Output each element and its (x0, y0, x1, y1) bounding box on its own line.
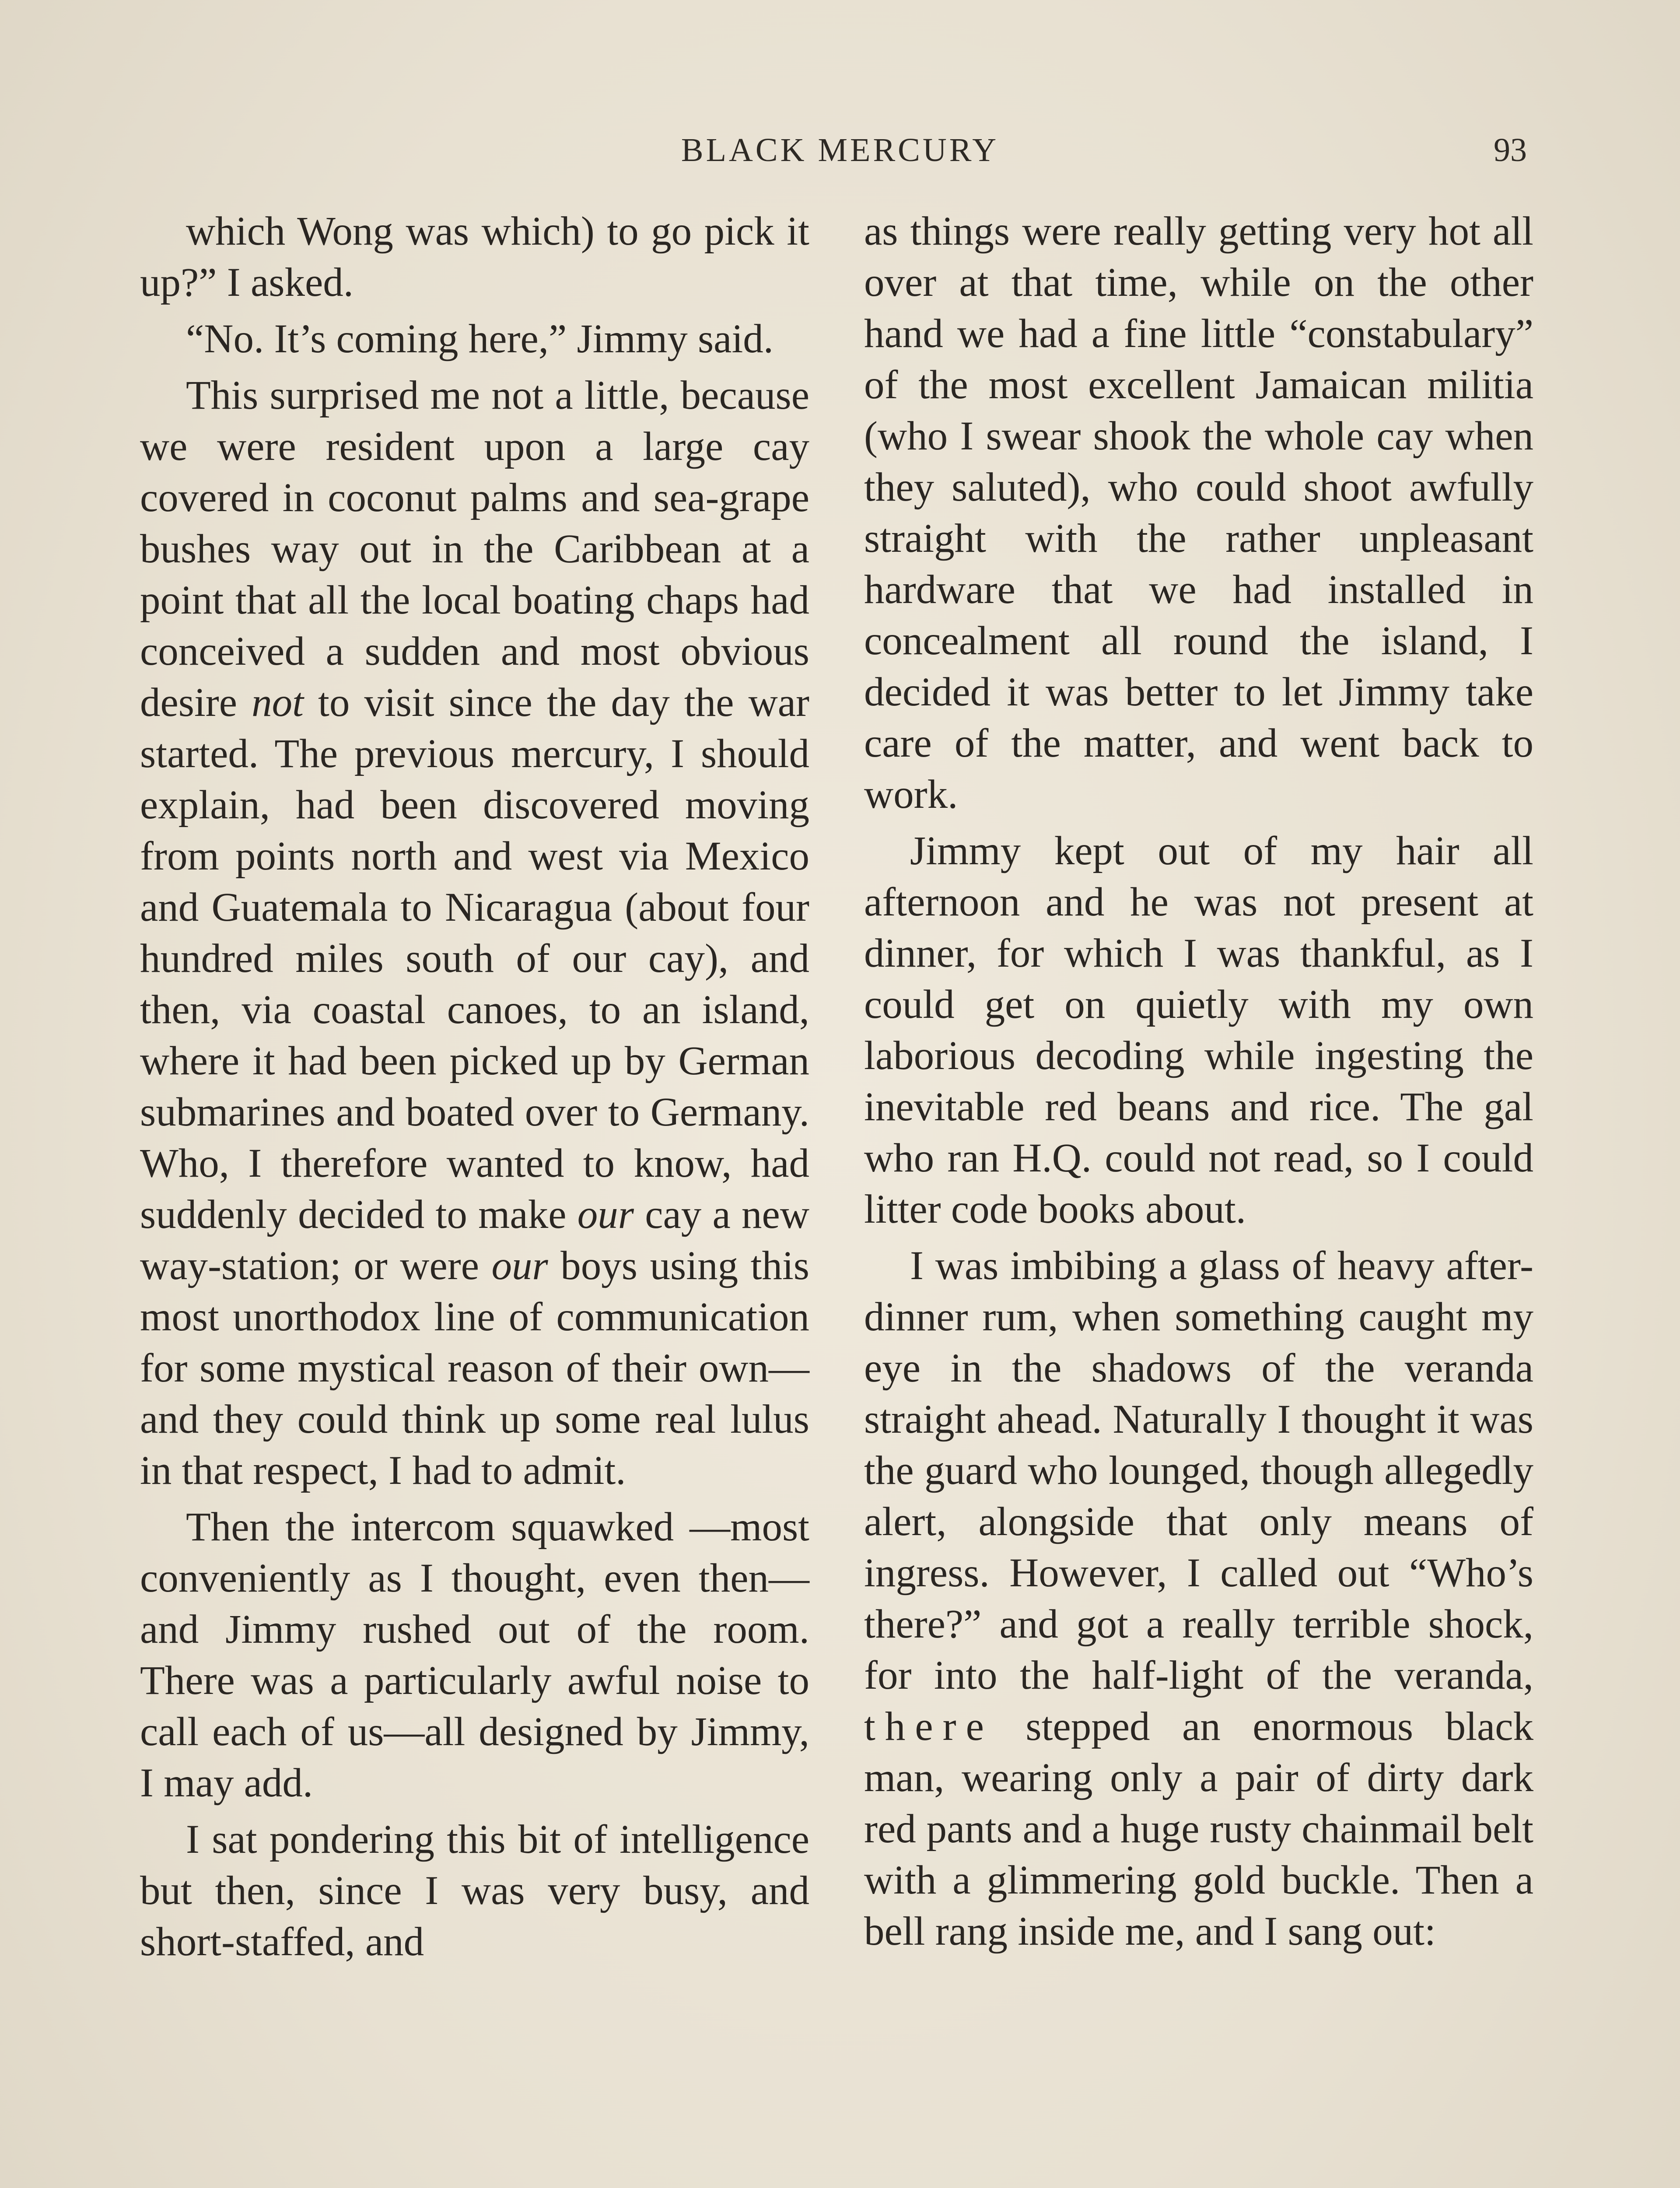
text-run: I was imbibing a glass of heavy after-dinner rum, when something caught my eye in the shadows of the veranda straight ahead. Naturally I thought it was the guard who lounged, though allegedly alert, alongside that only means of ingress. However, I called out “Who’s there?” and got a really terrible shock, for into the half-light of the veranda, (864, 1243, 1533, 1698)
emphasis-text: our (491, 1243, 548, 1288)
paragraph (864, 825, 1533, 1235)
paragraph (140, 1501, 809, 1809)
text-run: Jimmy kept out of my hair all afternoon and he was not present at dinner, for which I was thankful, as I could get on quietly with my own laborious decoding while ingesting the inevitable red beans and rice. The gal who ran H.Q. could not read, so I could litter code books about. (864, 828, 1533, 1232)
text-run: Then the intercom squawked —most conveniently as I thought, even then—and Jimmy rushed out of the room. There was a particularly awful noise to call each of us—all designed by Jimmy, I may add. (140, 1504, 809, 1806)
text-run: to visit since the day the war started. The previous mercury, I should explain, had been discovered moving from points north and west via Mexico and Guatemala to Nicaragua (about four hundred miles south of our cay), and then, via coastal canoes, to an island, where it had been picked up by German submarines and boated over to Germany. Who, I therefore wanted to know, had suddenly decided to make (140, 680, 809, 1237)
text-run: as things were really getting very hot all over at that time, while on the other hand we had a fine little “constabulary” of the most excellent Jamaican militia (who I swear shook the whole cay when they saluted), who could shoot awfully straight with the rather unpleasant hardware that we had installed in concealment all round the island, I decided it was better to let Jimmy take care of the matter, and went back to work. (864, 209, 1533, 817)
text-run: stepped an enormous black man, wearing only a pair of dirty dark red pants and a huge rusty chainmail belt with a glimmering gold buckle. Then a bell rang inside me, and I sang out: (864, 1704, 1533, 1954)
paragraph (140, 313, 809, 365)
text-run: This surprised me not a little, because we were resident upon a large cay covered in coconut palms and sea-grape bushes way out in the Caribbean at a point that all the local boating chaps had conceived a sudden and most obvious desire (140, 373, 809, 725)
running-head: BLACK MERCURY (681, 132, 999, 168)
paragraph (140, 1814, 809, 1967)
page-number: 93 (1494, 132, 1527, 168)
text-run: “No. It’s coming here,” Jimmy said. (186, 316, 774, 361)
page-header (140, 131, 1540, 184)
text-run: cay a new way-station; or were (140, 1192, 809, 1288)
paragraph (140, 370, 809, 1496)
spaced-text: there (864, 1704, 994, 1749)
left-column (140, 206, 809, 2188)
paragraph (140, 206, 809, 308)
paragraph (864, 206, 1533, 820)
emphasis-text: not (252, 680, 304, 725)
text-run: I sat pondering this bit of intelligence but then, since I was very busy, and short-staffed, and (140, 1817, 809, 1964)
text-run: which Wong was which) to go pick it up?” I asked. (140, 209, 809, 305)
paragraph (864, 1240, 1533, 1957)
emphasis-text: our (577, 1192, 634, 1237)
right-column (864, 206, 1533, 2188)
text-run: boys using this most unorthodox line of communication for some mystical reason of their own—and they could think up some real lulus in that respect, I had to admit. (140, 1243, 809, 1493)
